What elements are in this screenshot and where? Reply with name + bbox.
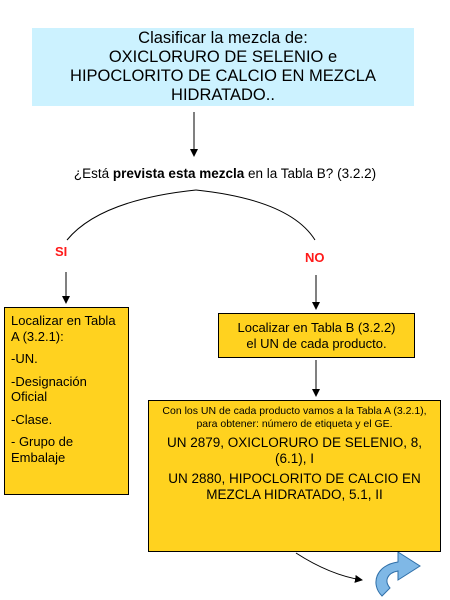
question-bold: prevista esta mezcla bbox=[112, 166, 245, 181]
title-text bbox=[70, 29, 376, 105]
left-box-line: -UN. bbox=[11, 351, 38, 366]
branch-label-si: SI bbox=[55, 244, 68, 259]
left-box-line: -Designación Oficial bbox=[11, 373, 87, 404]
title-line: HIDRATADO.. bbox=[171, 86, 275, 104]
connector-branch-si bbox=[67, 190, 196, 240]
left-box-line: - Grupo de Embalaje bbox=[11, 434, 74, 465]
bottom-box-item-1: UN 2879, OXICLORURO DE SELENIO, 8, (6.1), I bbox=[166, 435, 423, 466]
mid-box-line: el UN de cada producto. bbox=[246, 335, 387, 351]
title-line: Clasificar la mezcla de: bbox=[138, 29, 308, 47]
title-line: HIPOCLORITO DE CALCIO EN MEZCLA bbox=[70, 67, 376, 85]
mid-box bbox=[218, 313, 415, 358]
question-suffix: en la Tabla B? (3.2.2) bbox=[244, 166, 377, 181]
left-box-line: -Clase. bbox=[11, 411, 53, 427]
return-arrow-icon bbox=[376, 552, 420, 596]
branch-label-no: NO bbox=[305, 250, 325, 265]
left-box bbox=[4, 307, 129, 495]
bottom-box-item-2: UN 2880, HIPOCLORITO DE CALCIO EN MEZCLA HIDRATADO, 5.1, II bbox=[168, 471, 421, 502]
title-line: OXICLORURO DE SELENIO e bbox=[108, 48, 338, 66]
bottom-box bbox=[148, 400, 441, 552]
connector-bottombox-exit bbox=[296, 553, 362, 580]
mid-box-line: Localizar en Tabla B (3.2.2) bbox=[237, 319, 396, 335]
question-prefix: ¿Está bbox=[73, 166, 113, 181]
title-box bbox=[32, 28, 414, 106]
question-text bbox=[0, 166, 450, 182]
bottom-box-intro: Con los UN de cada producto vamos a la Tabla A (3.2.1), para obtener: número de etiqueta y el GE. bbox=[162, 405, 427, 430]
connector-branch-no bbox=[196, 190, 315, 240]
left-box-line: Localizar en Tabla A (3.2.1): bbox=[11, 313, 116, 344]
